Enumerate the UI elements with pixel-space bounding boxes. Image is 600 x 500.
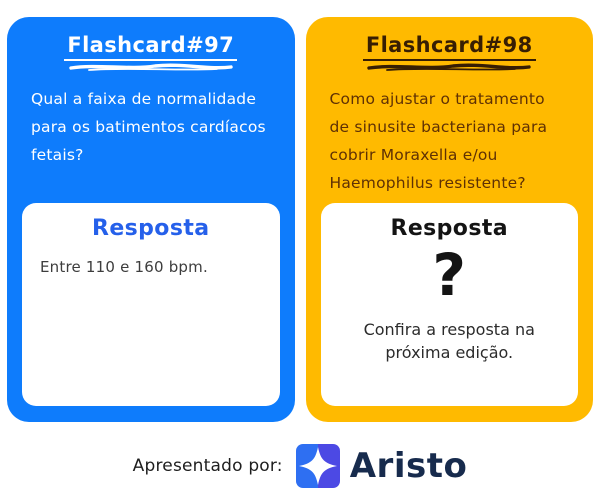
presented-by-label: Apresentado por: [132, 456, 283, 476]
footer [0, 437, 600, 495]
flashcard-97-answer-text: Entre 110 e 160 bpm. [40, 258, 208, 276]
flashcard-98-question: Como ajustar o tratamento de sinusite bacteriana para cobrir Moraxella e/ou Haemophilus resistente? [329, 90, 548, 192]
flashcard-98-header [306, 33, 594, 72]
title-underline-scribble [67, 62, 235, 72]
aristo-brand-link[interactable] [296, 444, 468, 488]
question-mark: ? [432, 241, 467, 309]
flashcard-98 [306, 17, 594, 422]
flashcard-97-header [7, 33, 295, 72]
flashcard-97-answer-panel [22, 203, 280, 406]
aristo-brand-name: Aristo [349, 446, 468, 486]
flashcard-97-answer-label: Resposta [92, 216, 210, 241]
flashcard-97-question: Qual a faixa de normalidade para os batimentos cardíacos fetais? [31, 90, 266, 164]
aristo-logo-icon [296, 444, 340, 488]
flashcard-98-answer-panel [321, 203, 579, 406]
flashcard-97 [7, 17, 295, 422]
flashcards-row [7, 17, 593, 422]
title-underline-scribble [365, 62, 533, 72]
flashcard-97-title: Flashcard#97 [64, 33, 237, 61]
flashcard-98-title: Flashcard#98 [363, 33, 536, 61]
flashcard-98-answer-label: Resposta [390, 216, 508, 241]
flashcard-98-answer-teaser: Confira a resposta na próxima edição. [363, 319, 535, 363]
